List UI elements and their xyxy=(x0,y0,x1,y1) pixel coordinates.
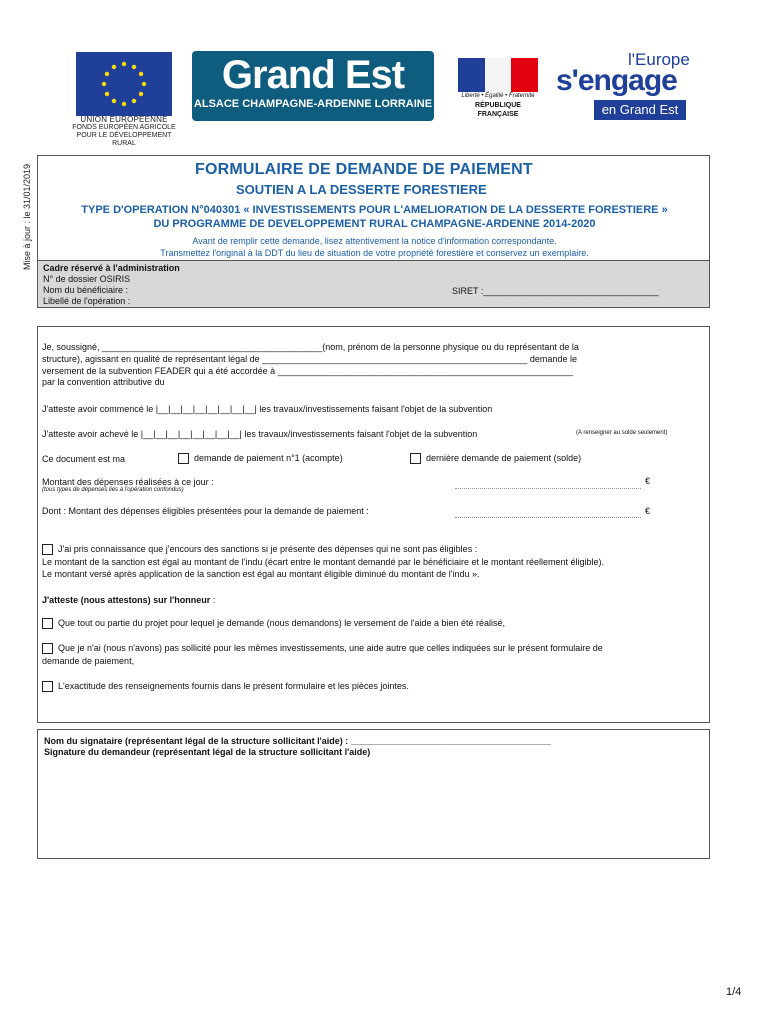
attestation-3[interactable] xyxy=(42,680,409,692)
admin-reserved-box xyxy=(38,260,709,307)
signatory-name-field[interactable]: Nom du signataire (représentant légal de la structure sollicitant l'aide) : ________________________________________ xyxy=(44,736,551,746)
page-number: 1/4 xyxy=(726,986,742,998)
attestation-heading-bold: J'atteste (nous attestons) sur l'honneur xyxy=(42,595,211,605)
osiris-field-label: N° de dossier OSIRIS xyxy=(43,274,131,284)
programme-line: DU PROGRAMME DE DEVELOPPEMENT RURAL CHAMPAGNE-ARDENNE 2014-2020 xyxy=(153,218,596,230)
amount-note: (tous types de dépenses liés à l'opération confondus) xyxy=(42,487,184,493)
sanction-line-1: J'ai pris connaissance que j'encours des sanctions si je présente des dépenses qui ne sont pas éligibles : xyxy=(58,544,478,554)
attestation-1-label: Que tout ou partie du projet pour lequel je demande (nous demandons) le versement de l'aide a bien été réalisé, xyxy=(58,618,506,628)
siret-field[interactable]: SIRET :___________________________________ xyxy=(452,286,659,296)
engage-line-3: en Grand Est xyxy=(594,100,686,120)
attestation-2[interactable] xyxy=(42,642,603,654)
attestation-1[interactable] xyxy=(42,617,505,629)
acompte-label: demande de paiement n°1 (acompte) xyxy=(194,453,343,463)
attestation-2-label: Que je n'ai (nous n'avons) pas sollicité pour les mêmes investissements, une aide autre que celles indiquées sur le présent formulaire de xyxy=(58,643,603,653)
engage-line-1: l'Europe xyxy=(628,50,690,69)
eligible-amount-label: Dont : Montant des dépenses éligibles présentées pour la demande de paiement : xyxy=(42,506,369,516)
attestation-1-checkbox[interactable] xyxy=(42,618,53,629)
attestation-3-label: L'exactitude des renseignements fournis dans le présent formulaire et les pièces jointes. xyxy=(58,681,409,691)
attestation-2-line-2: demande de paiement, xyxy=(42,656,135,666)
form-subtitle: SOUTIEN A LA DESSERTE FORESTIERE xyxy=(236,182,487,197)
grand-est-logo xyxy=(192,51,434,121)
eu-caption xyxy=(64,116,184,148)
beneficiary-field-label: Nom du bénéficiaire : xyxy=(43,285,129,295)
rf-motto: Liberté • Égalité • Fraternité xyxy=(461,93,535,99)
sanction-ack[interactable] xyxy=(42,543,477,555)
sanction-line-2: Le montant de la sanction est égal au montant de l'indu (écart entre le montant demandé par le bénéficiaire et le montant réellement éligible). xyxy=(42,557,605,567)
form-title: FORMULAIRE DE DEMANDE DE PAIEMENT xyxy=(195,161,533,178)
grand-est-logo-title: Grand Est xyxy=(221,53,405,97)
attestation-3-checkbox[interactable] xyxy=(42,681,53,692)
declarant-line-1[interactable]: Je, soussigné, ____________________________________________(nom, prénom de la personne physique ou du représentant de la xyxy=(42,342,579,352)
marianne-flag-icon xyxy=(458,58,538,92)
acompte-checkbox[interactable] xyxy=(178,453,189,464)
notice-line-1: Avant de remplir cette demande, lisez attentivement la notice d'information correspondante. xyxy=(192,236,557,246)
notice-line-2: Transmettez l'original à la DDT du lieu de situation de votre propriété forestière et conservez un exemplaire. xyxy=(160,248,589,258)
amount-input[interactable] xyxy=(455,476,641,494)
admin-heading: Cadre réservé à l'administration xyxy=(43,263,180,273)
eu-caption-3: POUR LE DÉVELOPPEMENT RURAL xyxy=(76,132,172,147)
solde-label: dernière demande de paiement (solde) xyxy=(426,453,582,463)
eligible-euro-symbol: € xyxy=(645,506,651,516)
declarant-line-4: par la convention attributive du xyxy=(42,377,165,387)
update-date-note: Mise à jour : le 31/01/2019 xyxy=(22,163,32,270)
end-date-field[interactable]: J'atteste avoir achevé le |__|__|__|__|__|__|__|__| les travaux/investissements faisant l'objet de la subvention xyxy=(42,429,478,439)
eu-stars-icon xyxy=(76,52,172,116)
sanction-checkbox[interactable] xyxy=(42,544,53,555)
grand-est-logo-subtitle: ALSACE CHAMPAGNE-ARDENNE LORRAINE xyxy=(193,98,433,110)
operation-field-label: Libellé de l'opération : xyxy=(43,296,131,306)
signature-label: Signature du demandeur (représentant légal de la structure sollicitant l'aide) xyxy=(44,747,371,757)
amount-euro-symbol: € xyxy=(645,476,651,486)
engage-line-2: s'engage xyxy=(556,64,677,97)
start-date-field[interactable]: J'atteste avoir commencé le |__|__|__|__|__|__|__|__| les travaux/investissements faisant l'objet de la subvention xyxy=(42,404,493,414)
attestation-heading xyxy=(42,594,215,606)
eu-caption-1: UNION EUROPÉENNE xyxy=(80,115,168,124)
republique-francaise-logo xyxy=(456,58,540,124)
option-solde[interactable] xyxy=(410,452,581,464)
sanction-line-3: Le montant versé après application de la sanction est égal au montant éligible diminué du montant de l'indu ». xyxy=(42,569,480,579)
attestation-2-checkbox[interactable] xyxy=(42,643,53,654)
declarant-line-3[interactable]: versement de la subvention FEADER qui a été accordée à ___________________________________________________________ xyxy=(42,366,573,376)
option-acompte[interactable] xyxy=(178,452,343,464)
eu-caption-2: FONDS EUROPÉEN AGRICOLE xyxy=(72,124,176,131)
end-date-note: (A renseigner au solde seulement) xyxy=(576,430,668,436)
solde-checkbox[interactable] xyxy=(410,453,421,464)
operation-type: TYPE D'OPERATION N°040301 « INVESTISSEMENTS POUR L'AMELIORATION DE LA DESSERTE FORESTIERE » xyxy=(81,204,668,216)
rf-name: RÉPUBLIQUE FRANÇAISE xyxy=(475,102,521,118)
attestation-heading-colon: : xyxy=(210,595,216,605)
eligible-amount-input[interactable] xyxy=(455,505,641,523)
amount-label: Montant des dépenses réalisées à ce jour : xyxy=(42,477,214,487)
europe-sengage-logo xyxy=(556,50,688,122)
declarant-line-2[interactable]: structure), agissant en qualité de représentant légal de _____________________________________________________ demande le xyxy=(42,354,577,364)
eu-flag-logo xyxy=(76,52,172,116)
document-type-label: Ce document est ma xyxy=(42,454,126,464)
